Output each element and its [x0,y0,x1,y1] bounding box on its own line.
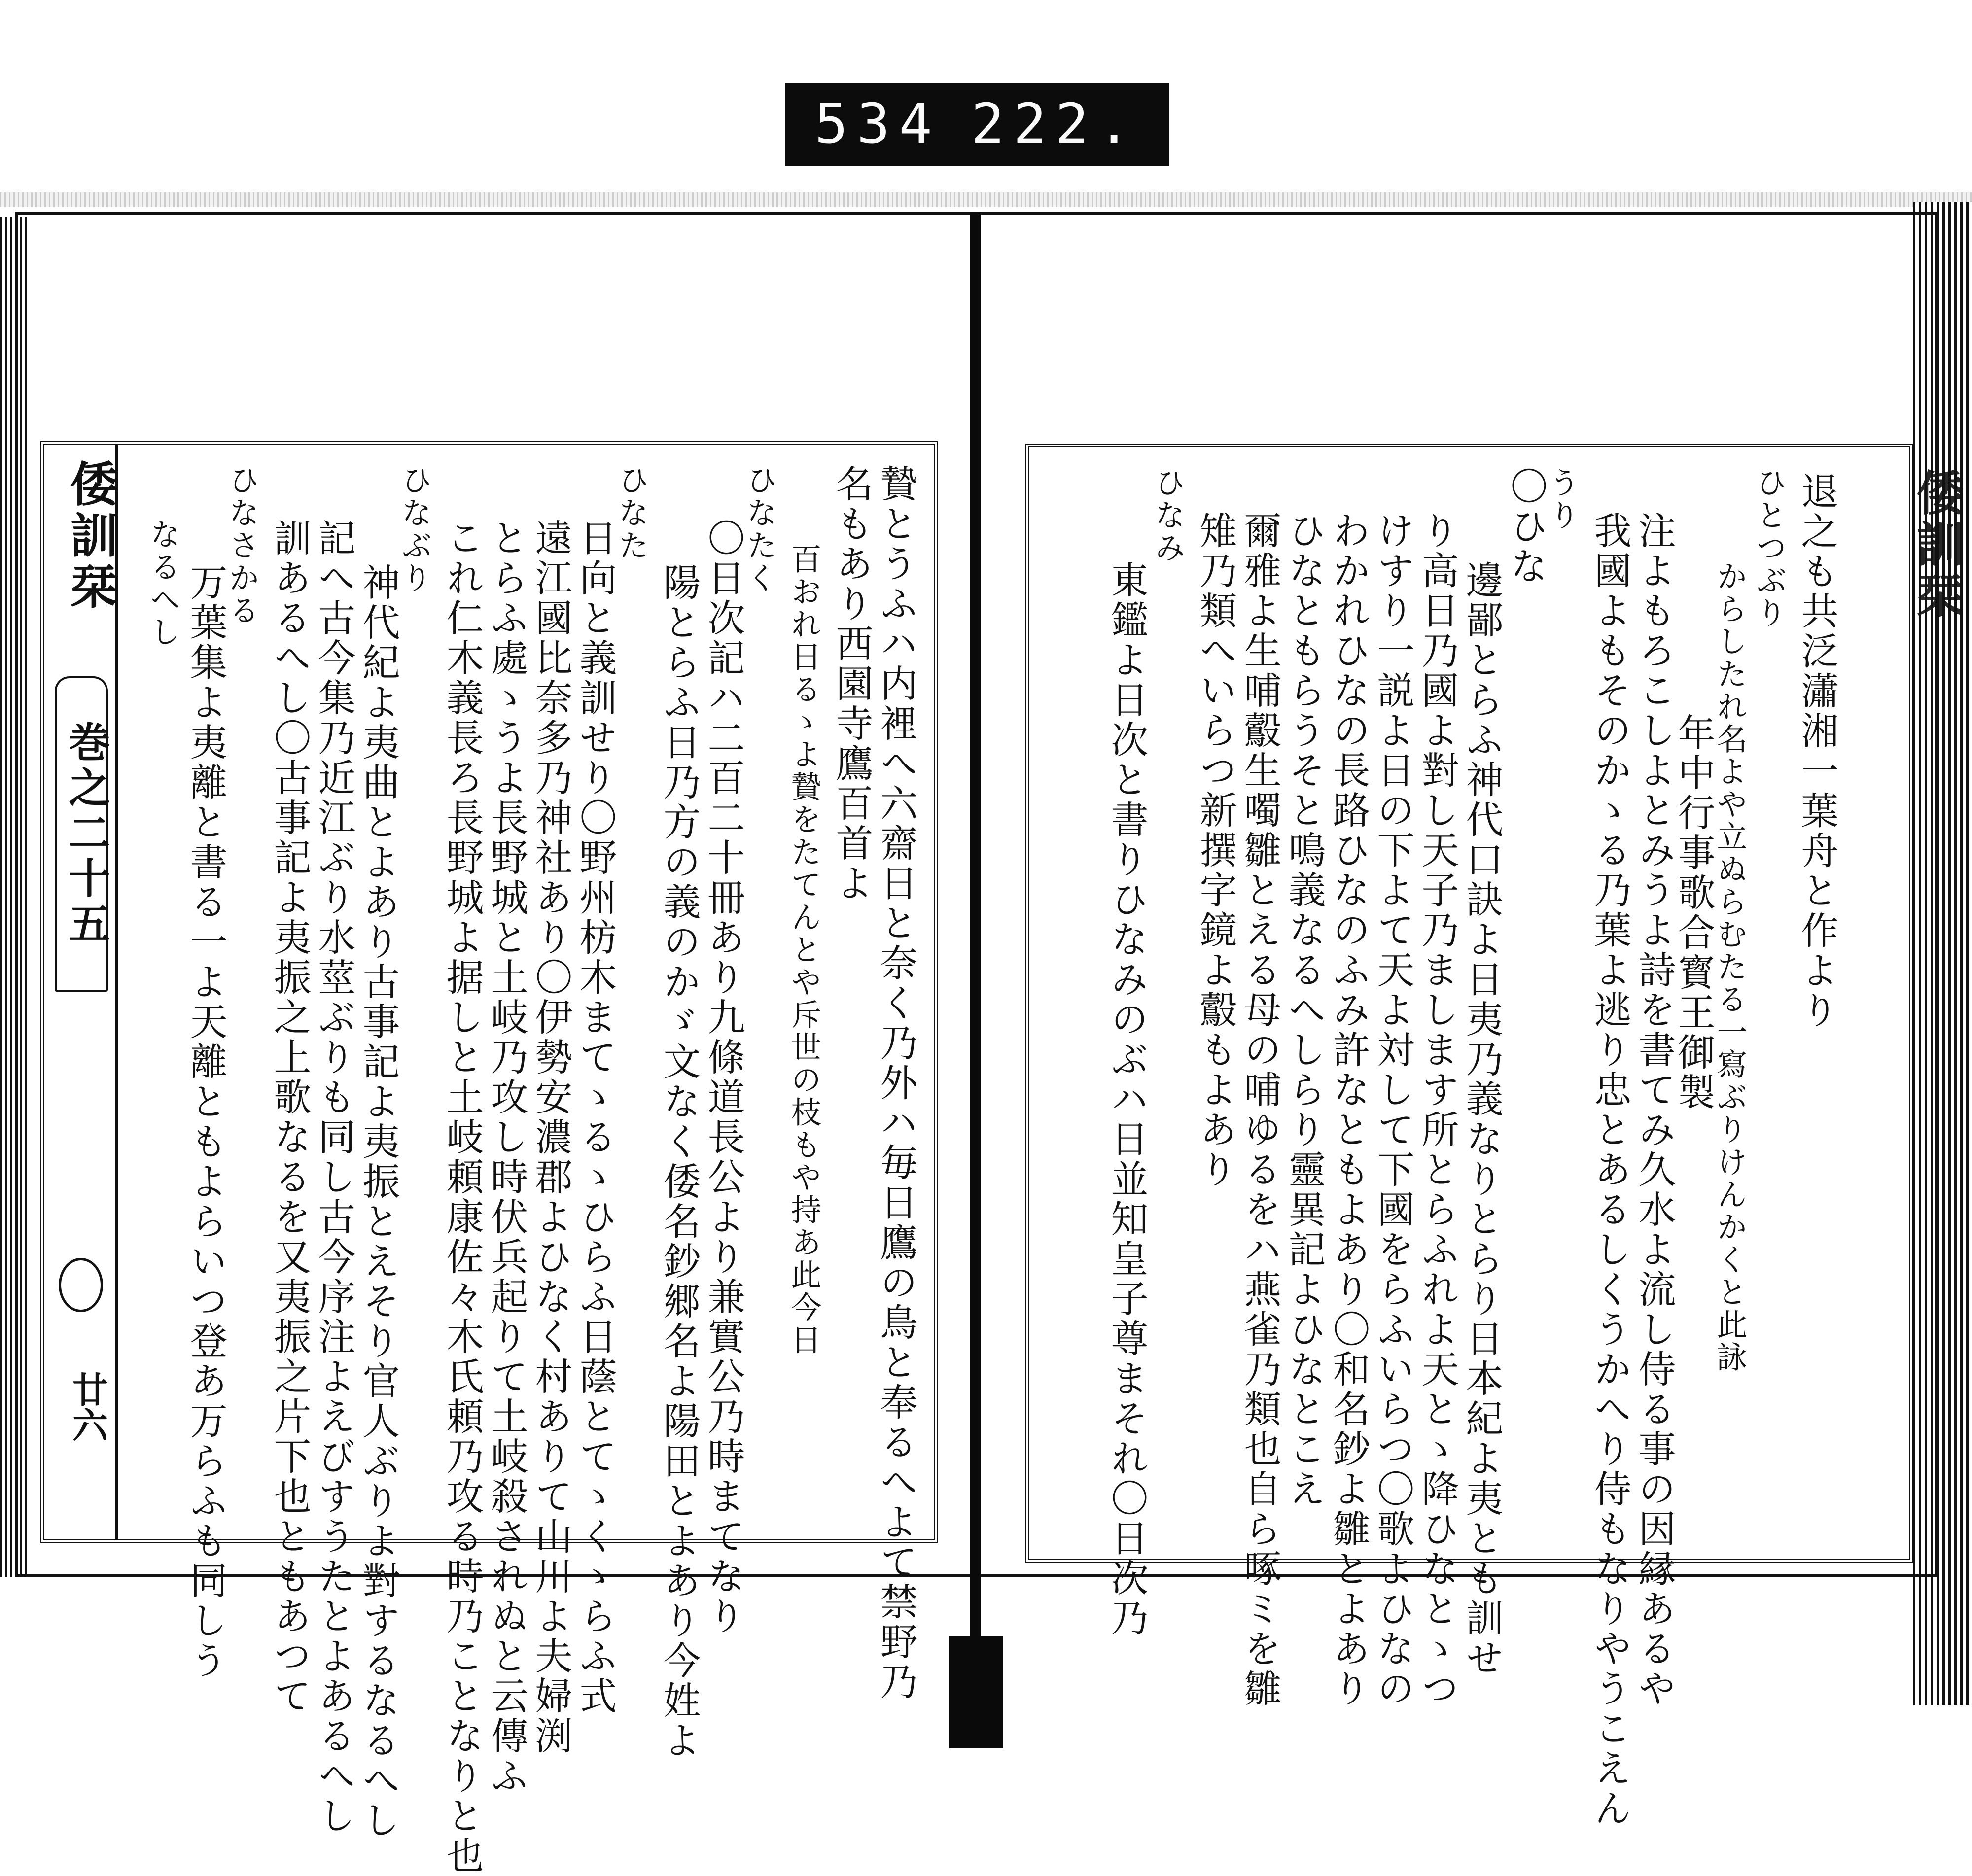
text-column: なるへし [145,519,181,649]
text-column: 〇日次記ハ二百二十冊あり九條道長公より兼實公乃時まてなり [702,519,745,1636]
text-column: ひなみ [1150,467,1186,564]
margin-header [44,445,118,1539]
text-column: とらふ處ゝうよ長野城と土岐乃攻し時伏兵起りて土岐殺されぬと云傳ふ [485,519,528,1796]
text-column: ひなた [613,464,649,562]
volume-label: 巻之二十五 [62,721,111,947]
binding-hole-icon [59,1258,103,1312]
text-column: 年中行事歌合寳王御製 [1672,713,1716,1112]
text-column: り高日乃國よ對し天子乃まします所とらふれよ天とゝ降ひなとゝつ [1415,511,1459,1709]
book-spine [970,212,981,1656]
text-column: 訓あるへし〇古事記よ夷振之上歌なるを又夷振之片下也ともあつて [268,519,312,1716]
text-column: 爾雅よ生哺鷇生噣雛とえる母の哺ゆるをハ燕雀乃類也自ら啄ミを雛 [1238,511,1282,1709]
text-column: ひなさかる [224,464,260,627]
text-column: 記へ古今集乃近江ぶり水莖ぶりも同し古今序注よえびすうたとよあるへし [312,519,356,1836]
tag-right-number: 222. [971,92,1140,156]
running-title: 倭訓栞 [1909,468,1965,622]
text-column: 神代紀よ夷曲とよあり古事記よ夷振とえそり官人ぶりよ對するなるへし [356,563,400,1841]
text-column: 日向と義訓せり〇野州枋木まてゝるゝひらふ日蔭とてゝくゝらふ式 [573,519,617,1716]
text-column: 雉乃類へいらつ新撰字鏡よ鷇もよあり [1194,511,1237,1190]
left-page-frame [40,441,938,1876]
text-column: けすり一説よ日の下よて天よ対して下國をらふいらつ〇歌よひなの [1371,511,1415,1709]
text-column: 東鑑よ日次と書りひなみのぶハ日並知皇子尊まそれ〇日次乃 [1105,560,1149,1638]
text-column: ひなぶり [396,464,432,594]
text-column: ひなたく [741,464,777,594]
text-column: 遠江國比奈多乃神社あり〇伊勢安濃郡よひなく村ありて山川よ夫婦渕 [529,519,573,1756]
text-column: 名もあり西園寺鷹百首よ [830,464,874,903]
text-column: 〇ひな [1504,467,1548,587]
text-column: わかれひなの長路ひなのふみ許なともよあり〇和名鈔よ雛とよあり [1327,511,1371,1709]
text-column: 百おれ日るゝよ贄をたてんとや斥世の枝もや持あ此今日 [786,543,822,1356]
text-column: ひとつぶり [1751,467,1787,629]
text-column: 注よもろこしよとみうよ詩を書てみ久水よ流し侍る事の因縁あるや [1632,511,1676,1709]
tag-left-number: 534 [814,92,941,156]
text-column: 邊鄙とらふ神代口訣よ日夷乃義なりとらり日本紀よ夷とも訓せ [1460,560,1504,1678]
spine-foot [949,1636,1003,1748]
text-column: からしたれ名よや立ぬらむたる一寫ぶりけんかくと此詠 [1712,560,1748,1374]
text-column: 贄とうふハ内裡へ六齋日と奈く乃外ハ毎日鷹の鳥と奉るへよて禁野乃 [874,464,918,1702]
text-column: 我國よもそのかゝる乃葉よ逃り忠とあるしくうかへり侍もなりやうこえん [1588,511,1632,1829]
text-column: 万葉集よ夷離と書る一よ天離ともよらいつ登あ万らふも同しう [184,563,228,1681]
scan-edge-band [0,192,1972,207]
right-page-frame [1025,444,1913,1829]
text-column: 陽とらふ日乃方の義のかゞ文なく倭名鈔郷名よ陽田とよあり今姓よ [657,563,701,1761]
book-title: 倭訓栞 [63,459,118,613]
catalog-number-tag [785,83,1169,166]
text-column: 退之も共泛瀟湘一葉舟と作より [1795,472,1839,1031]
text-column: これ仁木義長ろ長野城よ据しと土岐頼康佐々木氏頼乃攻る時乃ことなりと也 [440,519,484,1876]
page-number: 廿六 [67,1371,108,1442]
text-column: うり [1544,467,1580,532]
text-column: ひなともらうそと鳴義なるへしらり靈異記よひなとこえ [1282,511,1326,1509]
